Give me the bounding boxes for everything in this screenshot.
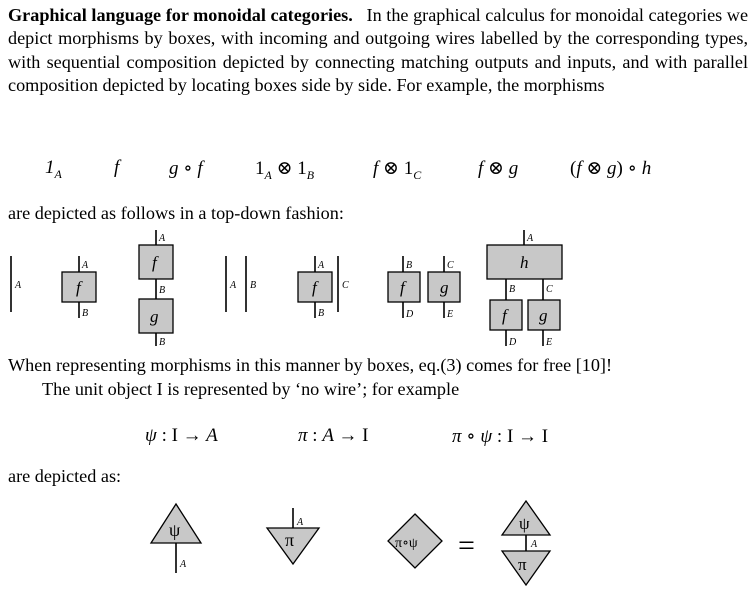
svg-text:D: D bbox=[509, 337, 517, 348]
svg-text:A: A bbox=[318, 260, 325, 271]
svg-text:g: g bbox=[150, 307, 159, 326]
diagram-identity-a-b bbox=[226, 256, 256, 312]
svg-text:f: f bbox=[502, 306, 507, 325]
svg-text:g: g bbox=[440, 278, 449, 297]
svg-text:A: A bbox=[297, 517, 304, 528]
svg-text:f: f bbox=[312, 278, 317, 297]
svg-text:B: B bbox=[509, 284, 516, 295]
svg-text:π: π bbox=[518, 555, 527, 574]
svg-text:A: A bbox=[82, 260, 89, 271]
svg-text:f: f bbox=[400, 278, 405, 297]
svg-text:C: C bbox=[342, 280, 349, 291]
svg-text:π: π bbox=[285, 530, 295, 550]
example-pi: π : A → I bbox=[298, 425, 369, 446]
svg-text:B: B bbox=[159, 337, 166, 348]
morphism-f: f bbox=[114, 157, 120, 178]
diagram-psi bbox=[151, 504, 201, 573]
svg-text:A: A bbox=[180, 559, 187, 570]
svg-text:g: g bbox=[539, 306, 548, 325]
svg-text:A: A bbox=[159, 233, 166, 244]
svg-text:π∘ψ: π∘ψ bbox=[395, 536, 418, 551]
morphism-1a: $1_A$ bbox=[45, 157, 62, 181]
svg-text:E: E bbox=[447, 309, 454, 320]
diagram-pi-psi bbox=[388, 514, 442, 568]
svg-text:ψ: ψ bbox=[519, 514, 530, 533]
diagram-psi-then-pi bbox=[502, 501, 550, 585]
diagram-f-tensor-1c bbox=[298, 256, 349, 319]
text-depicted-topdown: are depicted as follows in a top-down fashion: bbox=[8, 203, 344, 223]
svg-text:A: A bbox=[531, 539, 538, 550]
svg-text:B: B bbox=[159, 285, 166, 296]
svg-text:C: C bbox=[546, 284, 553, 295]
example-pi-psi: π ∘ ψ : I → I bbox=[452, 426, 549, 447]
svg-text:E: E bbox=[546, 337, 553, 348]
svg-text:f: f bbox=[152, 253, 157, 272]
text-depicted-as: are depicted as: bbox=[8, 466, 122, 486]
paragraph-heading: Graphical language for monoidal categories. bbox=[8, 5, 353, 25]
svg-text:B: B bbox=[250, 280, 257, 291]
morphism-gf: g ∘ f bbox=[169, 158, 203, 179]
svg-text:B: B bbox=[318, 308, 325, 319]
morphism-f-1c: f ⊗ $1_C$ bbox=[373, 158, 422, 182]
diagram-pi bbox=[267, 508, 319, 564]
intro-paragraph bbox=[8, 4, 748, 98]
equals-sign: = bbox=[458, 529, 475, 562]
svg-text:A: A bbox=[527, 233, 534, 244]
text-when-representing: When representing morphisms in this manner by boxes, eq.(3) comes for free [10]! bbox=[8, 355, 613, 375]
paragraph-body: In the graphical calculus for monoidal categories we depict morphisms by boxes, with incoming and outgoing wires labelled by the corresponding types, with sequential composition depicted by connecting matching outputs and inputs, and with parallel composition depicted by locating boxes side by side. For example, the morphisms bbox=[8, 5, 749, 96]
svg-text:h: h bbox=[520, 253, 529, 272]
morphism-fg-h: (f ⊗ g) ∘ h bbox=[570, 158, 652, 179]
svg-text:A: A bbox=[230, 280, 237, 291]
unit-diagrams bbox=[0, 500, 755, 600]
morphism-1a-1b: $1_A$ ⊗ $1_B$ bbox=[255, 158, 315, 182]
diagram-fg-after-h bbox=[487, 230, 562, 348]
svg-text:C: C bbox=[447, 260, 454, 271]
svg-text:A: A bbox=[15, 280, 22, 291]
svg-text:f: f bbox=[76, 278, 81, 297]
svg-text:B: B bbox=[406, 260, 413, 271]
diagram-g-after-f bbox=[139, 230, 173, 348]
svg-text:B: B bbox=[82, 308, 89, 319]
diagram-f bbox=[62, 256, 96, 319]
text-unit-object: The unit object I is represented by ‘no wire’; for example bbox=[42, 379, 460, 399]
svg-text:D: D bbox=[406, 309, 414, 320]
diagram-f-tensor-g bbox=[388, 256, 460, 320]
svg-text:ψ: ψ bbox=[169, 520, 181, 540]
morphism-f-g: f ⊗ g bbox=[478, 158, 519, 179]
morphism-diagrams bbox=[0, 228, 755, 348]
example-psi: ψ : I → A bbox=[145, 425, 218, 446]
diagram-identity-a bbox=[11, 256, 22, 312]
